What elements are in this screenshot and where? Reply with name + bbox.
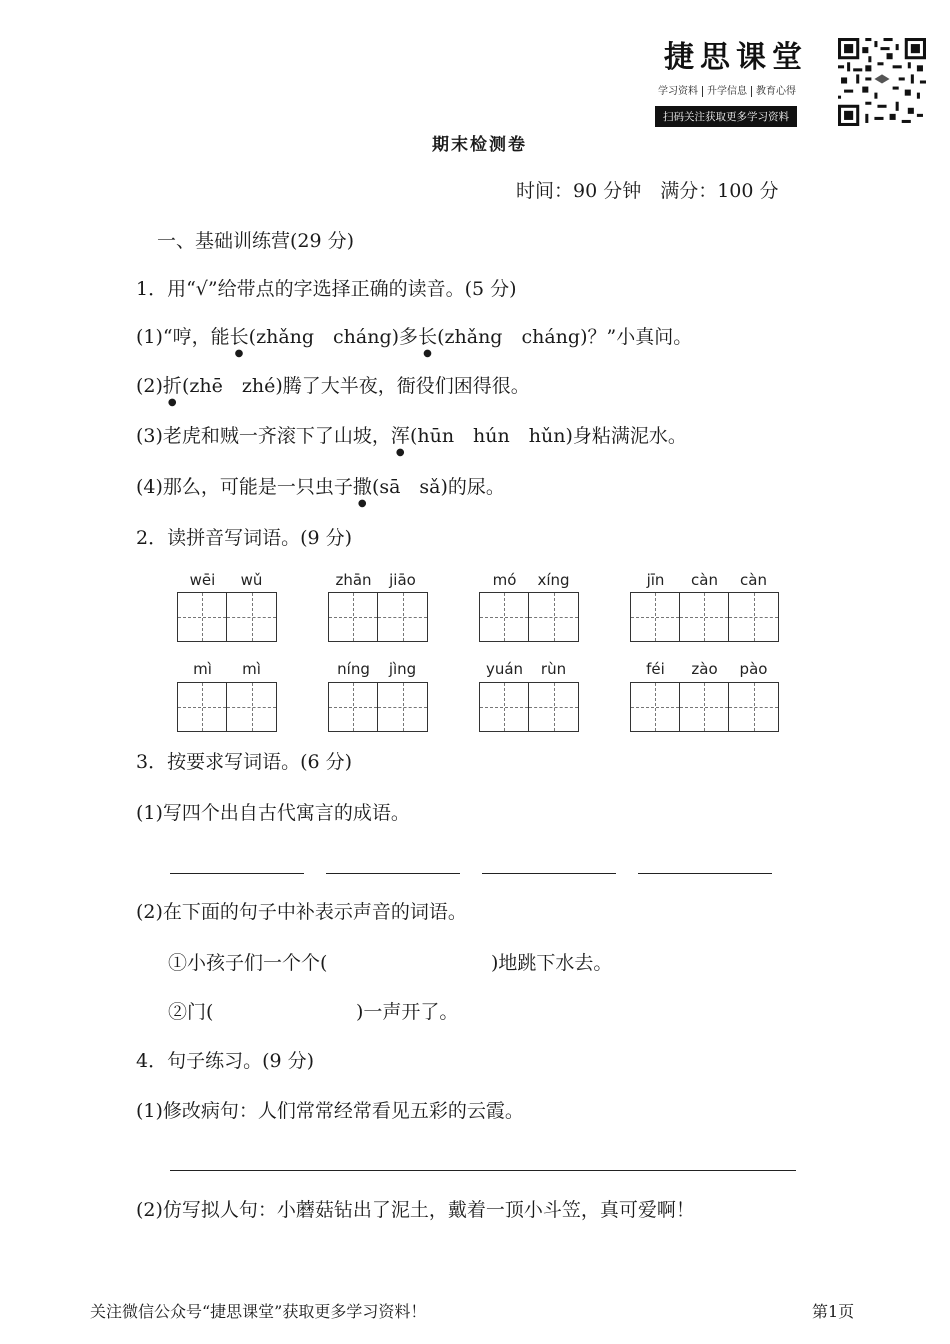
answer-line[interactable]: [482, 873, 616, 874]
question-1-item-2: (2)折(zhē zhé)腾了大半夜，衙役们困得很。: [136, 375, 530, 397]
section-title: 一、基础训练营(29 分): [157, 230, 355, 252]
question-1-item-4: (4)那么，可能是一只虫子撒(sā sǎ)的尿。: [136, 476, 505, 498]
pinyin-label: jīn: [646, 571, 665, 589]
sentence-1-end: )地跳下水去。: [491, 952, 613, 974]
pinyin-label: pào: [739, 660, 768, 678]
question-2-title: 2．读拼音写词语。(9 分): [136, 527, 353, 549]
writing-grid[interactable]: [328, 592, 428, 642]
brand-tag: 教育心得: [756, 86, 796, 97]
answer-line[interactable]: [170, 873, 304, 874]
pinyin-label: yuán: [485, 660, 524, 678]
question-1-item-3: (3)老虎和贼一齐滚下了山坡，浑(hūn hún hǔn)身粘满泥水。: [136, 425, 687, 447]
brand-name: 捷思课堂: [664, 40, 808, 75]
brand-bar: 扫码关注获取更多学习资料: [655, 106, 797, 127]
question-1-item-1: (1)“哼，能长(zhǎng cháng)多长(zhǎng cháng)？”小真问。: [136, 326, 693, 348]
pinyin-label: jìng: [388, 660, 417, 678]
writing-grid[interactable]: [177, 592, 277, 642]
answer-line[interactable]: [326, 873, 460, 874]
pinyin-label: wēi: [189, 571, 216, 589]
pinyin-label: mì: [242, 660, 261, 678]
pinyin-label: níng: [337, 660, 370, 678]
pinyin-label: xíng: [537, 571, 570, 589]
question-3-part-2: (2)在下面的句子中补表示声音的词语。: [136, 901, 467, 923]
question-1-title: 1．用“√”给带点的字选择正确的读音。(5 分): [136, 278, 517, 300]
sentence-2-end: )一声开了。: [356, 1001, 459, 1023]
writing-grid[interactable]: [177, 682, 277, 732]
pinyin-label: féi: [646, 660, 665, 678]
sentence-1-start: ①小孩子们一个个(: [168, 952, 328, 974]
brand-tags: [654, 82, 800, 97]
pinyin-label: rùn: [540, 660, 567, 678]
answer-line[interactable]: [170, 1170, 796, 1171]
brand-tag: 升学信息: [703, 86, 752, 97]
question-4-part-1: (1)修改病句：人们常常经常看见五彩的云霞。: [136, 1100, 524, 1122]
sentence-2-start: ②门(: [168, 1001, 214, 1023]
question-4-title: 4．句子练习。(9 分): [136, 1050, 315, 1072]
writing-grid[interactable]: [630, 682, 779, 732]
writing-grid[interactable]: [328, 682, 428, 732]
exam-title: 期末检测卷: [432, 135, 527, 155]
writing-grid[interactable]: [479, 682, 579, 732]
pinyin-label: zào: [691, 660, 718, 678]
brand-tag: 学习资料: [654, 86, 703, 97]
footer-note: 关注微信公众号“捷思课堂”获取更多学习资料！: [90, 1302, 427, 1321]
pinyin-label: zhān: [335, 571, 372, 589]
question-3-part-1: (1)写四个出自古代寓言的成语。: [136, 802, 410, 824]
pinyin-label: mì: [193, 660, 212, 678]
pinyin-label: càn: [691, 571, 718, 589]
writing-grid[interactable]: [630, 592, 779, 642]
answer-line[interactable]: [638, 873, 772, 874]
exam-meta: 时间：90 分钟 满分：100 分: [516, 180, 779, 202]
pinyin-label: wǔ: [240, 571, 263, 589]
question-3-title: 3．按要求写词语。(6 分): [136, 751, 353, 773]
pinyin-label: mó: [492, 571, 517, 589]
writing-grid[interactable]: [479, 592, 579, 642]
pinyin-label: jiāo: [389, 571, 416, 589]
question-4-part-2: (2)仿写拟人句：小蘑菇钻出了泥土，戴着一顶小斗笠，真可爱啊！: [136, 1199, 695, 1221]
pinyin-label: càn: [740, 571, 767, 589]
page-number: 第1页: [812, 1302, 855, 1321]
qr-code-icon[interactable]: [838, 38, 926, 126]
